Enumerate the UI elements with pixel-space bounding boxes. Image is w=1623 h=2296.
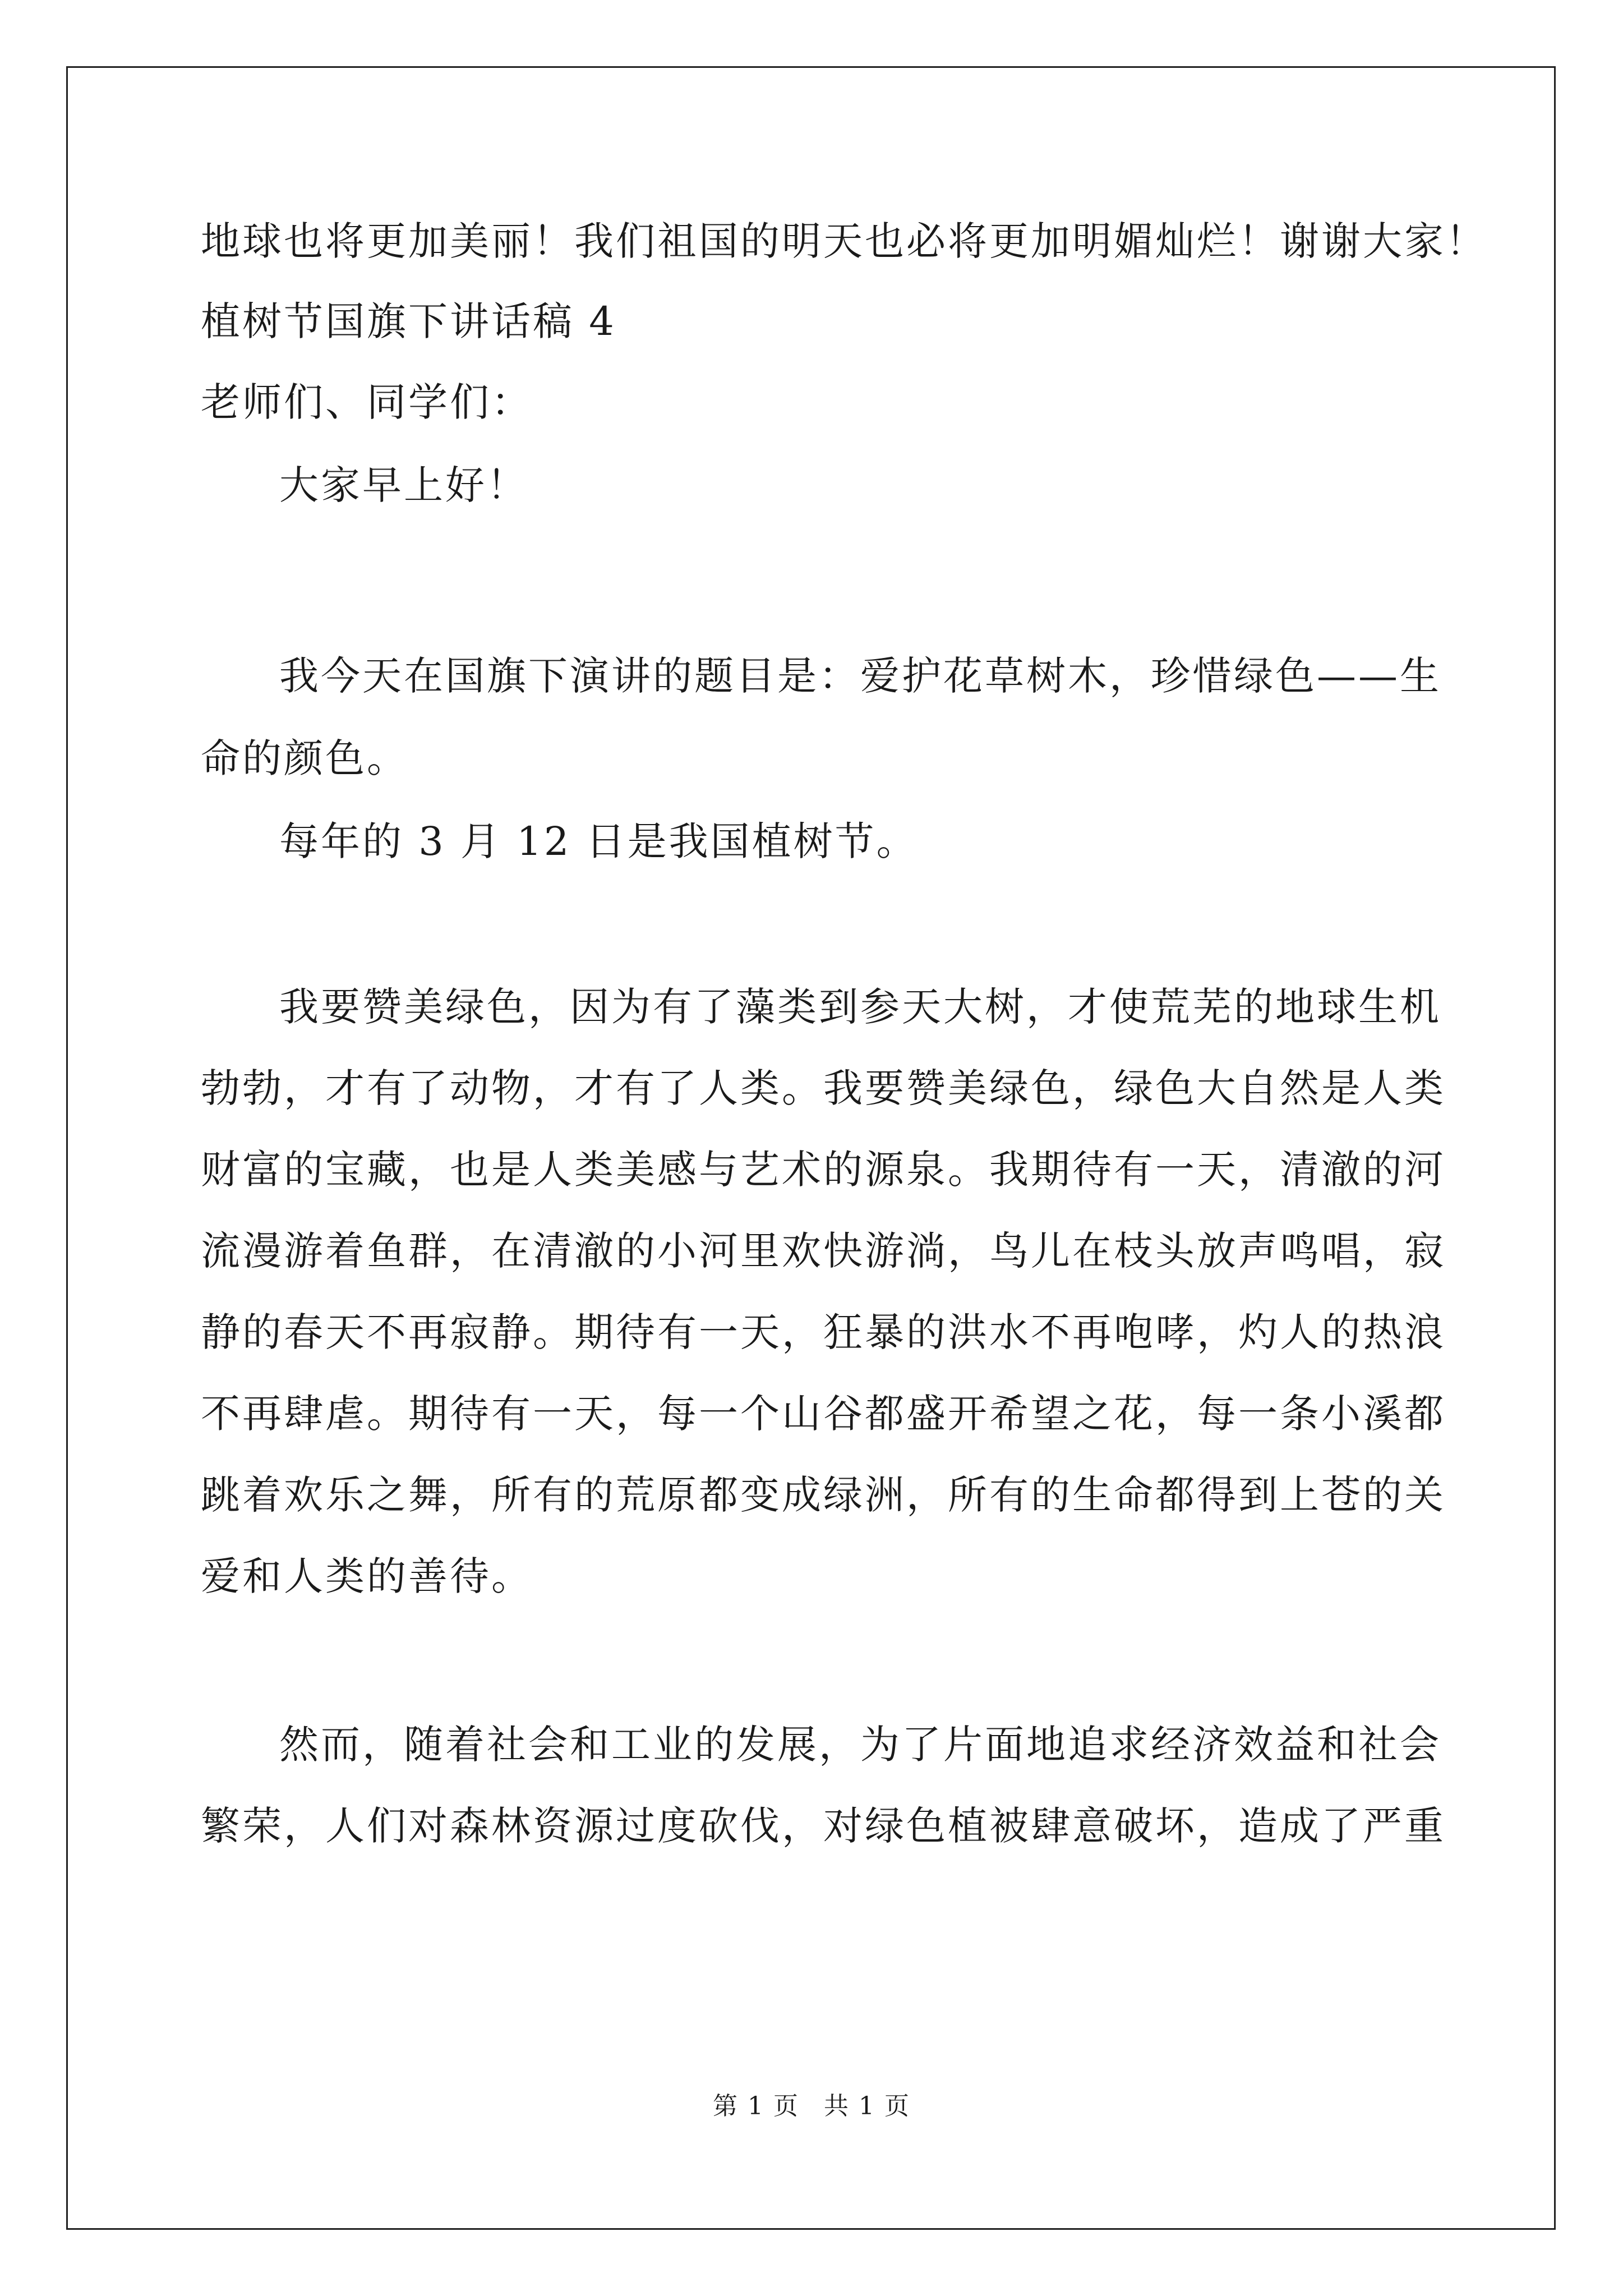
- section-heading: 植树节国旗下讲话稿 4: [201, 298, 616, 344]
- text-line: 财富的宝藏，也是人类美感与艺术的源泉。我期待有一天，清澈的河: [201, 1147, 1446, 1193]
- page-footer: [0, 2090, 1623, 2123]
- text-line: 勃勃，才有了动物，才有了人类。我要赞美绿色，绿色大自然是人类: [201, 1065, 1446, 1111]
- text-line: 爱和人类的善待。: [201, 1553, 533, 1599]
- text-line: 跳着欢乐之舞，所有的荒原都变成绿洲，所有的生命都得到上苍的关: [201, 1472, 1446, 1518]
- page-number: 第 1 页: [713, 2092, 799, 2120]
- text-line: 每年的 3 月 12 日是我国植树节。: [279, 818, 918, 864]
- page-total: 共 1 页: [824, 2092, 910, 2120]
- text-line: 我要赞美绿色，因为有了藻类到参天大树，才使荒芜的地球生机: [279, 984, 1441, 1030]
- text-line: 静的春天不再寂静。期待有一天，狂暴的洪水不再咆哮，灼人的热浪: [201, 1309, 1446, 1355]
- text-line: 繁荣，人们对森林资源过度砍伐，对绿色植被肆意破坏，造成了严重: [201, 1803, 1446, 1849]
- text-line: 命的颜色。: [201, 735, 408, 781]
- text-line: 地球也将更加美丽！我们祖国的明天也必将更加明媚灿烂！谢谢大家！: [201, 218, 1487, 264]
- text-line: 我今天在国旗下演讲的题目是：爱护花草树木，珍惜绿色——生: [279, 653, 1441, 699]
- text-line: 然而，随着社会和工业的发展，为了片面地追求经济效益和社会: [279, 1722, 1441, 1768]
- greeting: 大家早上好！: [279, 462, 528, 508]
- text-line: 不再肆虐。期待有一天，每一个山谷都盛开希望之花，每一条小溪都: [201, 1391, 1446, 1437]
- salutation: 老师们、同学们：: [201, 379, 533, 425]
- text-line: 流漫游着鱼群，在清澈的小河里欢快游淌，鸟儿在枝头放声鸣唱，寂: [201, 1228, 1446, 1274]
